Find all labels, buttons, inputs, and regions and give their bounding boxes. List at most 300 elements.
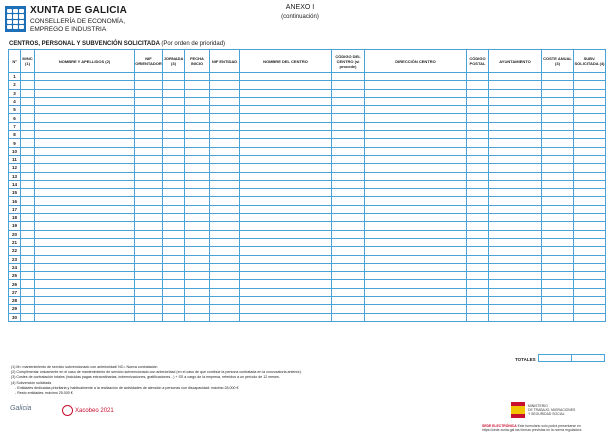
- table-cell[interactable]: [467, 131, 489, 139]
- table-cell[interactable]: [365, 280, 467, 288]
- table-cell[interactable]: [467, 97, 489, 105]
- table-cell[interactable]: [185, 263, 210, 271]
- table-cell[interactable]: [163, 172, 185, 180]
- table-cell[interactable]: [35, 180, 135, 188]
- table-cell[interactable]: [365, 214, 467, 222]
- table-cell[interactable]: [332, 114, 365, 122]
- table-cell[interactable]: [574, 280, 606, 288]
- table-cell[interactable]: [332, 122, 365, 130]
- table-cell[interactable]: [210, 122, 240, 130]
- table-cell[interactable]: [135, 139, 163, 147]
- table-cell[interactable]: [467, 222, 489, 230]
- table-cell[interactable]: [210, 73, 240, 81]
- table-cell[interactable]: [210, 106, 240, 114]
- table-cell[interactable]: [21, 313, 35, 321]
- table-cell[interactable]: [574, 89, 606, 97]
- table-cell[interactable]: [135, 114, 163, 122]
- table-cell[interactable]: [574, 205, 606, 213]
- table-cell[interactable]: [35, 313, 135, 321]
- table-cell[interactable]: [489, 81, 542, 89]
- table-cell[interactable]: [185, 122, 210, 130]
- table-cell[interactable]: [35, 97, 135, 105]
- table-cell[interactable]: [365, 81, 467, 89]
- table-cell[interactable]: [240, 131, 332, 139]
- table-cell[interactable]: [163, 280, 185, 288]
- table-cell[interactable]: [542, 97, 574, 105]
- table-cell[interactable]: [135, 106, 163, 114]
- table-cell[interactable]: [332, 214, 365, 222]
- table-cell[interactable]: [574, 297, 606, 305]
- table-cell[interactable]: [467, 288, 489, 296]
- table-cell[interactable]: [489, 155, 542, 163]
- table-cell[interactable]: [185, 189, 210, 197]
- table-cell[interactable]: [210, 114, 240, 122]
- table-cell[interactable]: [574, 313, 606, 321]
- table-cell[interactable]: [365, 247, 467, 255]
- table-cell[interactable]: [210, 272, 240, 280]
- table-cell[interactable]: [365, 305, 467, 313]
- table-cell[interactable]: [21, 297, 35, 305]
- table-cell[interactable]: [35, 139, 135, 147]
- table-cell[interactable]: [542, 89, 574, 97]
- table-cell[interactable]: [332, 305, 365, 313]
- table-cell[interactable]: [574, 305, 606, 313]
- table-cell[interactable]: [467, 280, 489, 288]
- table-cell[interactable]: [135, 172, 163, 180]
- table-cell[interactable]: [185, 280, 210, 288]
- table-cell[interactable]: [365, 147, 467, 155]
- table-cell[interactable]: [163, 255, 185, 263]
- table-cell[interactable]: [365, 172, 467, 180]
- table-cell[interactable]: [163, 114, 185, 122]
- table-cell[interactable]: [185, 222, 210, 230]
- table-cell[interactable]: [240, 230, 332, 238]
- table-cell[interactable]: [240, 272, 332, 280]
- table-cell[interactable]: [574, 106, 606, 114]
- table-cell[interactable]: [467, 255, 489, 263]
- table-cell[interactable]: [210, 313, 240, 321]
- table-cell[interactable]: [240, 222, 332, 230]
- table-cell[interactable]: [489, 197, 542, 205]
- table-cell[interactable]: [163, 180, 185, 188]
- table-cell[interactable]: [332, 197, 365, 205]
- table-cell[interactable]: [574, 122, 606, 130]
- table-cell[interactable]: [21, 73, 35, 81]
- table-cell[interactable]: [240, 305, 332, 313]
- table-cell[interactable]: [135, 297, 163, 305]
- table-cell[interactable]: [574, 139, 606, 147]
- table-cell[interactable]: [135, 313, 163, 321]
- table-cell[interactable]: [35, 305, 135, 313]
- table-cell[interactable]: [210, 238, 240, 246]
- table-cell[interactable]: [210, 147, 240, 155]
- table-cell[interactable]: [574, 288, 606, 296]
- table-cell[interactable]: [210, 131, 240, 139]
- table-cell[interactable]: [489, 164, 542, 172]
- table-cell[interactable]: [240, 122, 332, 130]
- table-cell[interactable]: [489, 247, 542, 255]
- table-cell[interactable]: [574, 263, 606, 271]
- table-cell[interactable]: [240, 297, 332, 305]
- table-cell[interactable]: [163, 313, 185, 321]
- table-cell[interactable]: [35, 131, 135, 139]
- table-cell[interactable]: [35, 189, 135, 197]
- table-cell[interactable]: [135, 230, 163, 238]
- table-cell[interactable]: [489, 313, 542, 321]
- table-cell[interactable]: [185, 172, 210, 180]
- table-cell[interactable]: [574, 97, 606, 105]
- table-cell[interactable]: [35, 172, 135, 180]
- table-cell[interactable]: [574, 180, 606, 188]
- table-cell[interactable]: [240, 164, 332, 172]
- table-cell[interactable]: [210, 280, 240, 288]
- table-cell[interactable]: [542, 189, 574, 197]
- table-cell[interactable]: [489, 131, 542, 139]
- table-cell[interactable]: [35, 205, 135, 213]
- table-cell[interactable]: [21, 255, 35, 263]
- table-cell[interactable]: [210, 81, 240, 89]
- table-cell[interactable]: [467, 172, 489, 180]
- table-cell[interactable]: [240, 313, 332, 321]
- table-cell[interactable]: [135, 189, 163, 197]
- table-cell[interactable]: [35, 222, 135, 230]
- table-cell[interactable]: [489, 222, 542, 230]
- table-cell[interactable]: [365, 114, 467, 122]
- table-cell[interactable]: [240, 255, 332, 263]
- table-cell[interactable]: [185, 214, 210, 222]
- table-cell[interactable]: [135, 222, 163, 230]
- table-cell[interactable]: [467, 305, 489, 313]
- table-cell[interactable]: [21, 280, 35, 288]
- table-cell[interactable]: [467, 81, 489, 89]
- table-cell[interactable]: [185, 147, 210, 155]
- table-cell[interactable]: [185, 305, 210, 313]
- table-cell[interactable]: [135, 131, 163, 139]
- table-cell[interactable]: [185, 164, 210, 172]
- table-cell[interactable]: [489, 73, 542, 81]
- table-cell[interactable]: [240, 180, 332, 188]
- table-cell[interactable]: [185, 139, 210, 147]
- table-cell[interactable]: [21, 214, 35, 222]
- table-cell[interactable]: [467, 114, 489, 122]
- table-cell[interactable]: [35, 164, 135, 172]
- table-cell[interactable]: [135, 280, 163, 288]
- table-cell[interactable]: [35, 81, 135, 89]
- table-cell[interactable]: [332, 288, 365, 296]
- table-cell[interactable]: [489, 230, 542, 238]
- table-cell[interactable]: [332, 172, 365, 180]
- table-cell[interactable]: [21, 164, 35, 172]
- table-cell[interactable]: [332, 297, 365, 305]
- table-cell[interactable]: [21, 205, 35, 213]
- table-cell[interactable]: [489, 263, 542, 271]
- table-cell[interactable]: [489, 214, 542, 222]
- table-cell[interactable]: [240, 238, 332, 246]
- table-cell[interactable]: [240, 288, 332, 296]
- table-cell[interactable]: [240, 139, 332, 147]
- table-cell[interactable]: [135, 305, 163, 313]
- table-cell[interactable]: [185, 272, 210, 280]
- table-cell[interactable]: [467, 73, 489, 81]
- table-cell[interactable]: [21, 89, 35, 97]
- table-cell[interactable]: [240, 73, 332, 81]
- table-cell[interactable]: [21, 222, 35, 230]
- table-cell[interactable]: [365, 73, 467, 81]
- table-cell[interactable]: [21, 81, 35, 89]
- table-cell[interactable]: [240, 172, 332, 180]
- table-cell[interactable]: [365, 255, 467, 263]
- table-cell[interactable]: [332, 131, 365, 139]
- table-cell[interactable]: [240, 197, 332, 205]
- table-cell[interactable]: [240, 263, 332, 271]
- table-cell[interactable]: [240, 280, 332, 288]
- table-cell[interactable]: [240, 205, 332, 213]
- table-cell[interactable]: [163, 155, 185, 163]
- table-cell[interactable]: [365, 180, 467, 188]
- table-cell[interactable]: [163, 131, 185, 139]
- table-cell[interactable]: [332, 263, 365, 271]
- table-cell[interactable]: [163, 164, 185, 172]
- table-cell[interactable]: [489, 122, 542, 130]
- table-cell[interactable]: [574, 238, 606, 246]
- table-cell[interactable]: [210, 139, 240, 147]
- table-cell[interactable]: [467, 89, 489, 97]
- table-cell[interactable]: [210, 180, 240, 188]
- table-cell[interactable]: [365, 89, 467, 97]
- table-cell[interactable]: [467, 197, 489, 205]
- table-cell[interactable]: [210, 255, 240, 263]
- table-cell[interactable]: [21, 288, 35, 296]
- table-cell[interactable]: [35, 230, 135, 238]
- table-cell[interactable]: [35, 89, 135, 97]
- table-cell[interactable]: [332, 139, 365, 147]
- table-cell[interactable]: [489, 97, 542, 105]
- table-cell[interactable]: [21, 247, 35, 255]
- table-cell[interactable]: [185, 230, 210, 238]
- table-cell[interactable]: [542, 139, 574, 147]
- table-cell[interactable]: [467, 164, 489, 172]
- table-cell[interactable]: [542, 238, 574, 246]
- table-cell[interactable]: [135, 214, 163, 222]
- table-cell[interactable]: [332, 189, 365, 197]
- table-cell[interactable]: [365, 222, 467, 230]
- table-cell[interactable]: [35, 247, 135, 255]
- table-cell[interactable]: [365, 230, 467, 238]
- table-cell[interactable]: [21, 238, 35, 246]
- table-cell[interactable]: [185, 180, 210, 188]
- totals-box[interactable]: [538, 354, 605, 362]
- table-cell[interactable]: [135, 180, 163, 188]
- table-cell[interactable]: [35, 122, 135, 130]
- table-cell[interactable]: [489, 272, 542, 280]
- table-cell[interactable]: [21, 147, 35, 155]
- table-cell[interactable]: [542, 280, 574, 288]
- table-cell[interactable]: [210, 197, 240, 205]
- table-cell[interactable]: [21, 272, 35, 280]
- table-cell[interactable]: [542, 288, 574, 296]
- table-cell[interactable]: [163, 122, 185, 130]
- table-cell[interactable]: [542, 205, 574, 213]
- table-cell[interactable]: [240, 81, 332, 89]
- table-cell[interactable]: [542, 222, 574, 230]
- table-cell[interactable]: [185, 131, 210, 139]
- table-cell[interactable]: [542, 255, 574, 263]
- table-cell[interactable]: [574, 155, 606, 163]
- table-cell[interactable]: [489, 280, 542, 288]
- table-cell[interactable]: [21, 189, 35, 197]
- table-cell[interactable]: [542, 247, 574, 255]
- table-cell[interactable]: [163, 214, 185, 222]
- table-cell[interactable]: [35, 114, 135, 122]
- table-cell[interactable]: [467, 122, 489, 130]
- table-cell[interactable]: [332, 106, 365, 114]
- table-cell[interactable]: [135, 73, 163, 81]
- table-cell[interactable]: [365, 263, 467, 271]
- table-cell[interactable]: [574, 164, 606, 172]
- table-cell[interactable]: [135, 89, 163, 97]
- table-cell[interactable]: [489, 139, 542, 147]
- table-cell[interactable]: [135, 147, 163, 155]
- table-cell[interactable]: [163, 189, 185, 197]
- table-cell[interactable]: [542, 313, 574, 321]
- table-cell[interactable]: [365, 189, 467, 197]
- table-cell[interactable]: [135, 205, 163, 213]
- table-cell[interactable]: [210, 222, 240, 230]
- table-cell[interactable]: [332, 238, 365, 246]
- table-cell[interactable]: [185, 81, 210, 89]
- table-cell[interactable]: [489, 255, 542, 263]
- table-cell[interactable]: [185, 106, 210, 114]
- table-cell[interactable]: [185, 205, 210, 213]
- table-cell[interactable]: [467, 205, 489, 213]
- table-cell[interactable]: [574, 131, 606, 139]
- table-cell[interactable]: [21, 172, 35, 180]
- table-cell[interactable]: [185, 288, 210, 296]
- table-cell[interactable]: [185, 313, 210, 321]
- table-cell[interactable]: [210, 89, 240, 97]
- table-cell[interactable]: [365, 155, 467, 163]
- table-cell[interactable]: [542, 106, 574, 114]
- table-cell[interactable]: [332, 180, 365, 188]
- table-cell[interactable]: [21, 305, 35, 313]
- table-cell[interactable]: [365, 272, 467, 280]
- table-cell[interactable]: [185, 97, 210, 105]
- table-cell[interactable]: [332, 313, 365, 321]
- table-cell[interactable]: [542, 263, 574, 271]
- table-cell[interactable]: [365, 205, 467, 213]
- table-cell[interactable]: [240, 114, 332, 122]
- table-cell[interactable]: [210, 305, 240, 313]
- table-cell[interactable]: [21, 114, 35, 122]
- table-cell[interactable]: [163, 305, 185, 313]
- table-cell[interactable]: [163, 272, 185, 280]
- table-cell[interactable]: [240, 97, 332, 105]
- table-cell[interactable]: [135, 238, 163, 246]
- table-cell[interactable]: [574, 189, 606, 197]
- table-cell[interactable]: [210, 214, 240, 222]
- table-cell[interactable]: [365, 131, 467, 139]
- table-cell[interactable]: [185, 155, 210, 163]
- table-cell[interactable]: [210, 247, 240, 255]
- table-cell[interactable]: [574, 222, 606, 230]
- table-cell[interactable]: [163, 247, 185, 255]
- table-cell[interactable]: [35, 73, 135, 81]
- table-cell[interactable]: [365, 97, 467, 105]
- table-cell[interactable]: [35, 255, 135, 263]
- table-cell[interactable]: [185, 238, 210, 246]
- table-cell[interactable]: [185, 114, 210, 122]
- table-cell[interactable]: [467, 313, 489, 321]
- table-cell[interactable]: [542, 114, 574, 122]
- table-cell[interactable]: [574, 272, 606, 280]
- table-cell[interactable]: [332, 164, 365, 172]
- table-cell[interactable]: [35, 288, 135, 296]
- table-cell[interactable]: [574, 197, 606, 205]
- table-cell[interactable]: [542, 180, 574, 188]
- table-cell[interactable]: [21, 230, 35, 238]
- table-cell[interactable]: [332, 255, 365, 263]
- table-cell[interactable]: [365, 122, 467, 130]
- table-cell[interactable]: [574, 114, 606, 122]
- table-cell[interactable]: [163, 97, 185, 105]
- table-cell[interactable]: [467, 155, 489, 163]
- table-cell[interactable]: [542, 155, 574, 163]
- table-cell[interactable]: [365, 197, 467, 205]
- table-cell[interactable]: [574, 147, 606, 155]
- table-cell[interactable]: [489, 297, 542, 305]
- table-cell[interactable]: [467, 214, 489, 222]
- table-cell[interactable]: [332, 272, 365, 280]
- table-cell[interactable]: [163, 238, 185, 246]
- table-cell[interactable]: [21, 263, 35, 271]
- table-cell[interactable]: [332, 73, 365, 81]
- table-cell[interactable]: [163, 147, 185, 155]
- table-cell[interactable]: [332, 247, 365, 255]
- table-cell[interactable]: [489, 189, 542, 197]
- table-cell[interactable]: [135, 97, 163, 105]
- table-cell[interactable]: [35, 155, 135, 163]
- table-cell[interactable]: [163, 139, 185, 147]
- table-cell[interactable]: [467, 106, 489, 114]
- table-cell[interactable]: [542, 214, 574, 222]
- table-cell[interactable]: [489, 238, 542, 246]
- table-cell[interactable]: [365, 238, 467, 246]
- table-cell[interactable]: [135, 164, 163, 172]
- table-cell[interactable]: [240, 189, 332, 197]
- table-cell[interactable]: [135, 288, 163, 296]
- table-cell[interactable]: [35, 280, 135, 288]
- table-cell[interactable]: [21, 139, 35, 147]
- table-cell[interactable]: [489, 172, 542, 180]
- table-cell[interactable]: [467, 139, 489, 147]
- table-cell[interactable]: [467, 263, 489, 271]
- table-cell[interactable]: [574, 172, 606, 180]
- table-cell[interactable]: [467, 180, 489, 188]
- table-cell[interactable]: [135, 197, 163, 205]
- table-cell[interactable]: [210, 288, 240, 296]
- table-cell[interactable]: [210, 97, 240, 105]
- table-cell[interactable]: [135, 255, 163, 263]
- table-cell[interactable]: [574, 255, 606, 263]
- table-cell[interactable]: [163, 89, 185, 97]
- table-cell[interactable]: [467, 238, 489, 246]
- table-cell[interactable]: [542, 131, 574, 139]
- table-cell[interactable]: [35, 197, 135, 205]
- table-cell[interactable]: [542, 164, 574, 172]
- table-cell[interactable]: [467, 297, 489, 305]
- table-cell[interactable]: [240, 147, 332, 155]
- table-cell[interactable]: [542, 305, 574, 313]
